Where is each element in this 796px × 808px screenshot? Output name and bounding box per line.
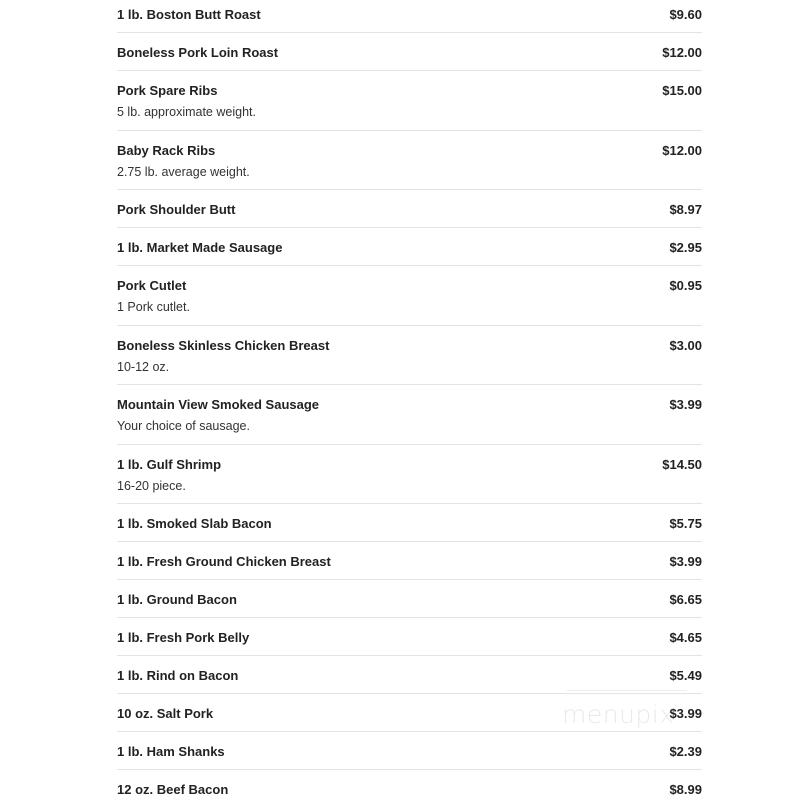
menu-item-name: Mountain View Smoked Sausage: [117, 397, 320, 412]
menu-list: [117, 0, 702, 808]
menu-item-price: $4.65: [669, 630, 702, 645]
menu-item-price: $0.95: [669, 278, 702, 293]
menu-item: [117, 770, 702, 808]
menu-item-description: Your choice of sausage.: [117, 419, 250, 433]
menu-item: [117, 0, 702, 33]
menu-item-price: $8.97: [669, 202, 702, 217]
menu-item-price: $2.95: [669, 240, 702, 255]
menu-item: [117, 580, 702, 618]
menu-item-price: $3.99: [669, 397, 702, 412]
menu-item: [117, 618, 702, 656]
menu-item-price: $9.60: [669, 7, 702, 22]
menu-item-price: $15.00: [662, 83, 702, 98]
menu-item-name: 1 lb. Ham Shanks: [117, 744, 225, 759]
menu-item: [117, 445, 702, 505]
menu-item-name: Pork Spare Ribs: [117, 83, 218, 98]
menu-item-name: 1 lb. Ground Bacon: [117, 592, 237, 607]
menu-item-name: Pork Shoulder Butt: [117, 202, 236, 217]
menu-item-name: 10 oz. Salt Pork: [117, 706, 214, 721]
menu-item-name: Baby Rack Ribs: [117, 142, 216, 158]
menu-item: [117, 228, 702, 266]
menu-item: [117, 71, 702, 131]
menu-item-price: $2.39: [669, 744, 702, 759]
menu-item: [117, 266, 702, 326]
menu-item-description: 1 Pork cutlet.: [117, 300, 190, 314]
menu-item-name: 1 lb. Rind on Bacon: [117, 668, 239, 683]
menu-item: [117, 190, 702, 228]
menu-item-price: $12.00: [662, 142, 702, 158]
menu-item-name: 12 oz. Beef Bacon: [117, 782, 229, 797]
menu-item-description: 2.75 lb. average weight.: [117, 164, 250, 179]
menu-item: [117, 542, 702, 580]
menu-item: [117, 385, 702, 445]
menu-item-name: 1 lb. Fresh Ground Chicken Breast: [117, 554, 331, 569]
menu-item-name: Boneless Skinless Chicken Breast: [117, 337, 330, 353]
menu-item-name: 1 lb. Boston Butt Roast: [117, 7, 261, 22]
menu-item-name: Boneless Pork Loin Roast: [117, 45, 279, 60]
menu-item: [117, 326, 702, 386]
menu-item-price: $3.99: [669, 706, 702, 721]
menu-item-name: 1 lb. Market Made Sausage: [117, 240, 283, 255]
menu-item-price: $8.99: [669, 782, 702, 797]
menu-item: [117, 656, 702, 694]
menu-item: [117, 131, 702, 191]
menu-item-name: 1 lb. Fresh Pork Belly: [117, 630, 250, 645]
menu-item-price: $14.50: [662, 456, 702, 472]
menu-item-description: 10-12 oz.: [117, 359, 170, 374]
watermark: menupix: [562, 700, 675, 729]
menu-item-price: $5.49: [669, 668, 702, 683]
menu-item-price: $3.00: [669, 337, 702, 353]
menu-item-description: 16-20 piece.: [117, 478, 186, 493]
menu-item: [117, 694, 702, 732]
menu-item: [117, 33, 702, 71]
menu-item-description: 5 lb. approximate weight.: [117, 105, 256, 119]
menu-item-price: $12.00: [662, 45, 702, 60]
menu-item-price: $3.99: [669, 554, 702, 569]
menu-item: [117, 732, 702, 770]
menu-item: [117, 504, 702, 542]
menu-item-name: Pork Cutlet: [117, 278, 187, 293]
watermark-line: [567, 690, 687, 691]
menu-item-price: $5.75: [669, 516, 702, 531]
menu-item-price: $6.65: [669, 592, 702, 607]
menu-item-name: 1 lb. Gulf Shrimp: [117, 456, 222, 472]
menu-item-name: 1 lb. Smoked Slab Bacon: [117, 516, 272, 531]
